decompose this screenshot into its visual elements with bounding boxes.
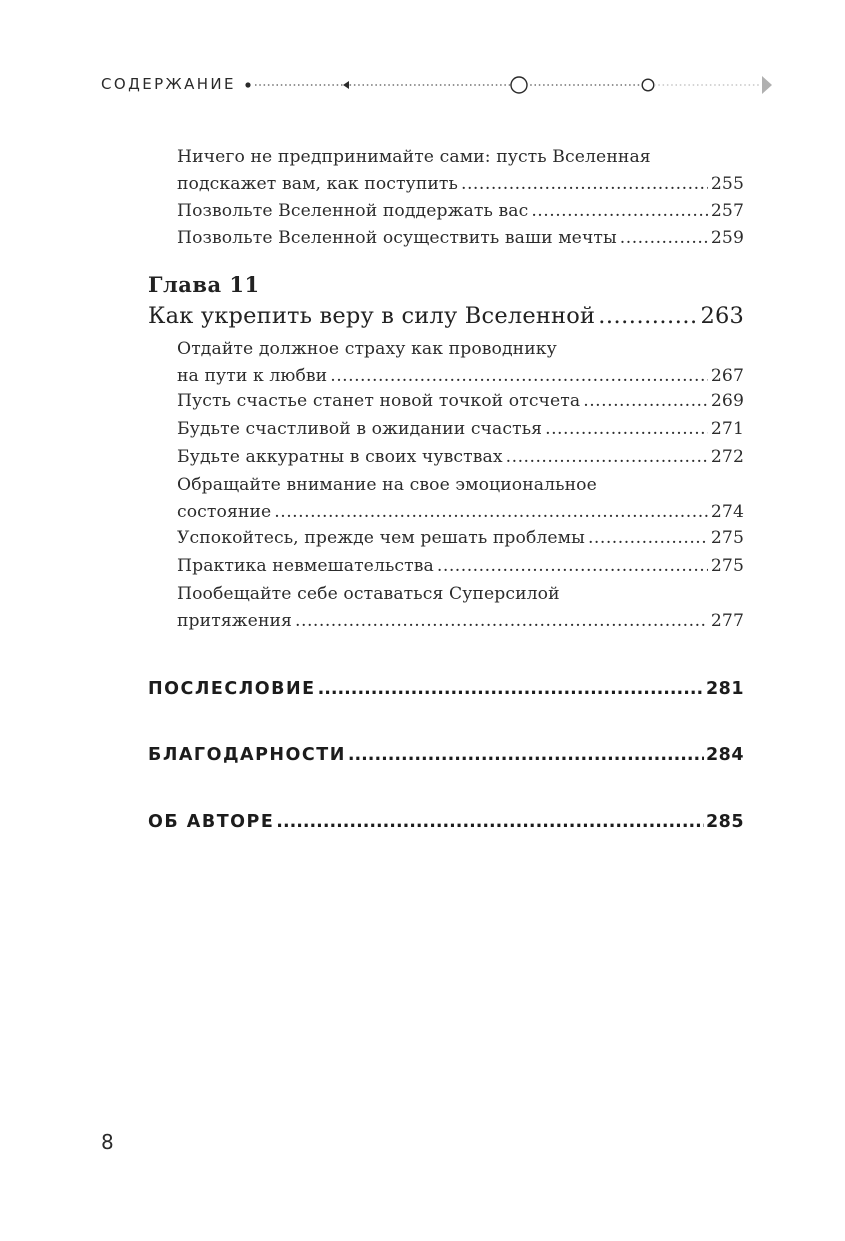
header-title: СОДЕРЖАНИЕ [101,75,236,93]
chapter-page: 263 [700,303,744,329]
leader-dots [318,676,704,702]
toc-entry-title: Позвольте Вселенной осуществить ваши мечты [177,228,617,248]
major-entry-page: 285 [705,812,744,832]
chapter-label: Глава 11 [148,272,260,297]
leader-dots [276,809,704,835]
leader-dots [588,525,708,552]
ring-small-icon [642,79,654,91]
leader-dots [598,300,697,332]
toc-entry[interactable] [177,553,744,580]
toc-major-entry[interactable] [148,809,744,835]
toc-entry-page: 274 [710,502,744,522]
toc-entry-page: 277 [710,611,744,631]
toc-entry-title: Практика невмешательства [177,556,434,576]
leader-dots [506,444,708,471]
leader-dots [437,553,708,580]
leader-dots [274,499,708,526]
toc-entry-page: 269 [710,391,744,411]
page-number: 8 [101,1130,114,1154]
toc-entry-page: 275 [710,556,744,576]
toc-entry-page: 259 [710,228,744,248]
toc-entry-title-line1: Ничего не предпринимайте сами: пусть Вселенная [177,147,651,167]
toc-entry-title-line2: на пути к любви [177,366,328,386]
toc-entry-page: 257 [710,201,744,221]
leader-dots [461,171,708,198]
toc-entry[interactable] [177,525,744,552]
chapter-title: Как укрепить веру в силу Вселенной [148,303,596,329]
ring-large-icon [511,77,527,93]
left-arrow-icon [343,81,349,89]
chapter-title-entry[interactable] [148,300,744,332]
toc-entry[interactable] [177,444,744,471]
toc-entry[interactable] [177,336,744,390]
toc-entry-title: Пусть счастье станет новой точкой отсчета [177,391,581,411]
toc-entry[interactable] [177,225,744,252]
toc-entry-title-line2: состояние [177,502,272,522]
toc-entry-page: 271 [710,419,744,439]
toc-entry-title: Успокойтесь, прежде чем решать проблемы [177,528,585,548]
toc-entry-page: 272 [710,447,744,467]
toc-entry[interactable] [177,388,744,415]
toc-entry-title: Будьте аккуратны в своих чувствах [177,447,503,467]
leader-dots [583,388,708,415]
toc-entry[interactable] [177,581,744,635]
toc-major-entry[interactable] [148,676,744,702]
major-entry-page: 284 [705,745,744,765]
dot-icon [245,82,250,87]
toc-entry[interactable] [177,198,744,225]
leader-dots [620,225,708,252]
leader-dots [348,742,704,768]
leader-dots [531,198,708,225]
toc-entry[interactable] [177,416,744,443]
toc-entry-title-line1: Пообещайте себе оставаться Суперсилой [177,584,560,604]
toc-entry-page: 267 [710,366,744,386]
leader-dots [330,363,708,390]
toc-entry-page: 275 [710,528,744,548]
leader-dots [545,416,708,443]
toc-entry-title-line2: притяжения [177,611,293,631]
right-arrow-icon [762,76,772,94]
major-entry-page: 281 [705,679,744,699]
major-entry-title: ПОСЛЕСЛОВИЕ [148,679,316,699]
leader-dots [295,608,708,635]
toc-entry-title-line2: подскажет вам, как поступить [177,174,458,194]
running-header [101,73,773,97]
toc-entry-title-line1: Обращайте внимание на свое эмоциональное [177,475,597,495]
toc-entry-title: Будьте счастливой в ожидании счастья [177,419,543,439]
major-entry-title: БЛАГОДАРНОСТИ [148,745,346,765]
toc-entry-title: Позвольте Вселенной поддержать вас [177,201,529,221]
major-entry-title: ОБ АВТОРЕ [148,812,275,832]
toc-entry[interactable] [177,472,744,526]
toc-major-entry[interactable] [148,742,744,768]
toc-entry-page: 255 [710,174,744,194]
header-ornament [241,73,773,97]
toc-entry-title-line1: Отдайте должное страху как проводнику [177,339,557,359]
toc-entry[interactable] [177,144,744,198]
